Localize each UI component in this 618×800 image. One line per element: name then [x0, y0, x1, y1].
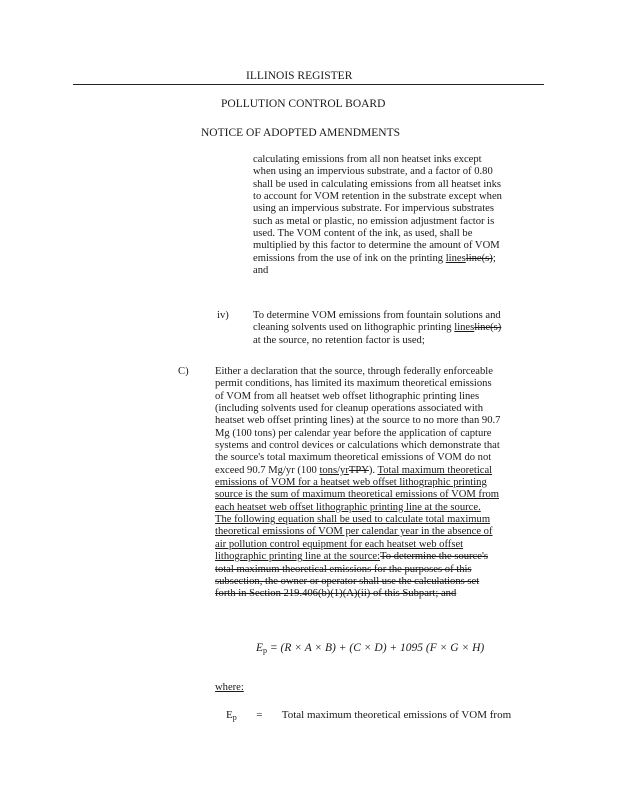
text-segment: lines [454, 322, 475, 334]
text-segment: To determine VOM emissions from fountain solutions and [253, 310, 501, 321]
text-segment: the source's total maximum theoretical emissions of VOM do not [215, 452, 492, 464]
text-line [253, 166, 502, 178]
text-line [253, 216, 502, 228]
definition-text: Total maximum theoretical emissions of VOM from [281, 709, 512, 721]
text-line [215, 514, 500, 526]
text-segment: line(s) [465, 252, 493, 264]
text-line [215, 564, 500, 576]
text-line [215, 539, 500, 551]
text-segment: source is the sum of maximum theoretical emissions of VOM from [215, 489, 500, 501]
text-segment: calculating emissions from all non heatset inks except [253, 154, 482, 165]
text-segment: Either a declaration that the source, through federally enforceable [215, 366, 493, 377]
definition-row [226, 709, 511, 724]
equation-lhs: E [256, 642, 264, 654]
text-segment: systems and control devices or calculations which demonstrate that [215, 440, 500, 452]
text-segment: lithographic printing line at the source: [215, 551, 381, 563]
register-title: ILLINOIS REGISTER [246, 70, 353, 82]
text-line [253, 322, 501, 334]
text-line [215, 551, 500, 563]
text-segment: each heatset web offset lithographic printing line at the source. [215, 501, 481, 513]
text-line [253, 154, 502, 166]
text-line [215, 440, 500, 452]
text-segment: forth in Section 219.406(b)(1)(A)(ii) of this Subpart; and [215, 588, 457, 600]
text-line [253, 179, 502, 191]
text-line [215, 403, 500, 415]
equation-lhs-subscript: p [263, 646, 268, 655]
definition-symbol: E [226, 709, 233, 721]
text-segment: total maximum theoretical emissions for the purposes of this [215, 563, 472, 575]
item-iv-label: iv) [217, 310, 229, 321]
text-line [253, 240, 502, 252]
text-segment: To determine the source's [380, 551, 488, 563]
where-label: where: [215, 682, 244, 693]
text-segment: of VOM from all heatset web offset lithographic printing lines [215, 390, 480, 402]
text-segment: line(s) [474, 322, 502, 334]
text-line [215, 465, 500, 477]
text-segment: ). [368, 464, 378, 476]
text-segment: multiplied by this factor to determine the amount of VOM [253, 240, 500, 252]
paragraph-continuation [253, 154, 502, 277]
text-line [215, 526, 500, 538]
item-c-label: C) [178, 366, 189, 377]
text-segment: (including solvents used for cleanup operations associated with [215, 403, 484, 415]
text-line [215, 502, 500, 514]
text-line [253, 203, 502, 215]
board-title: POLLUTION CONTROL BOARD [221, 98, 386, 110]
text-segment: shall be used in calculating emissions from all heatset inks [253, 178, 502, 190]
text-line [215, 452, 500, 464]
text-segment: at the source, no retention factor is used; [253, 334, 425, 346]
text-segment: TPY [348, 464, 369, 476]
text-segment: ; [492, 252, 496, 264]
text-line [215, 415, 500, 427]
text-segment: when using an impervious substrate, and a factor of 0.80 [253, 166, 493, 178]
text-line [215, 576, 500, 588]
text-segment: cleaning solvents used on lithographic printing [253, 322, 455, 334]
text-line [253, 335, 501, 347]
text-line [215, 366, 500, 378]
item-c-text [215, 366, 500, 601]
header-rule [73, 84, 544, 85]
text-segment: air pollution control equipment for each heatset web offset [215, 538, 464, 550]
text-segment: using an impervious substrate. For impervious substrates [253, 203, 494, 215]
text-segment: such as metal or plastic, no emission adjustment factor is [253, 215, 495, 227]
text-line [253, 228, 502, 240]
text-line [215, 428, 500, 440]
text-segment: emissions of VOM for a heatset web offset lithographic printing [215, 477, 487, 489]
text-line [215, 489, 500, 501]
text-line [215, 588, 500, 600]
text-line [215, 391, 500, 403]
text-segment: theoretical emissions of VOM per calendar year in the absence of [215, 526, 493, 538]
text-line [215, 477, 500, 489]
text-segment: The following equation shall be used to calculate total maximum [215, 514, 491, 526]
equation-rhs: = (R × A × B) + (C × D) + 1095 (F × G × H) [269, 642, 485, 654]
text-line [253, 191, 502, 203]
text-segment: exceed 90.7 Mg/yr (100 [215, 464, 320, 476]
text-segment: Mg (100 tons) per calendar year before the application of capture [215, 427, 492, 439]
text-segment: subsection, the owner or operator shall use the calculations set [215, 575, 480, 587]
definition-dash: = [256, 709, 263, 721]
text-line [253, 265, 502, 277]
definition-symbol-subscript: p [232, 713, 237, 722]
text-line [253, 253, 502, 265]
item-iv-text [253, 310, 501, 347]
emissions-equation [256, 642, 484, 655]
text-segment: to account for VOM retention in the substrate except when [253, 191, 502, 203]
text-line [215, 378, 500, 390]
text-segment: emissions from the use of ink on the printing [253, 252, 446, 264]
text-segment: and [253, 265, 269, 277]
text-segment: lines [445, 252, 466, 264]
notice-title: NOTICE OF ADOPTED AMENDMENTS [201, 127, 401, 139]
text-segment: permit conditions, has limited its maximum theoretical emissions [215, 378, 492, 390]
text-segment: heatset web offset printing lines) at the source to no more than 90.7 [215, 415, 501, 427]
text-segment: Total maximum theoretical [377, 464, 493, 476]
text-segment: used. The VOM content of the ink, as used, shall be [253, 228, 473, 240]
text-segment: tons/yr [319, 464, 349, 476]
text-line [253, 310, 501, 322]
